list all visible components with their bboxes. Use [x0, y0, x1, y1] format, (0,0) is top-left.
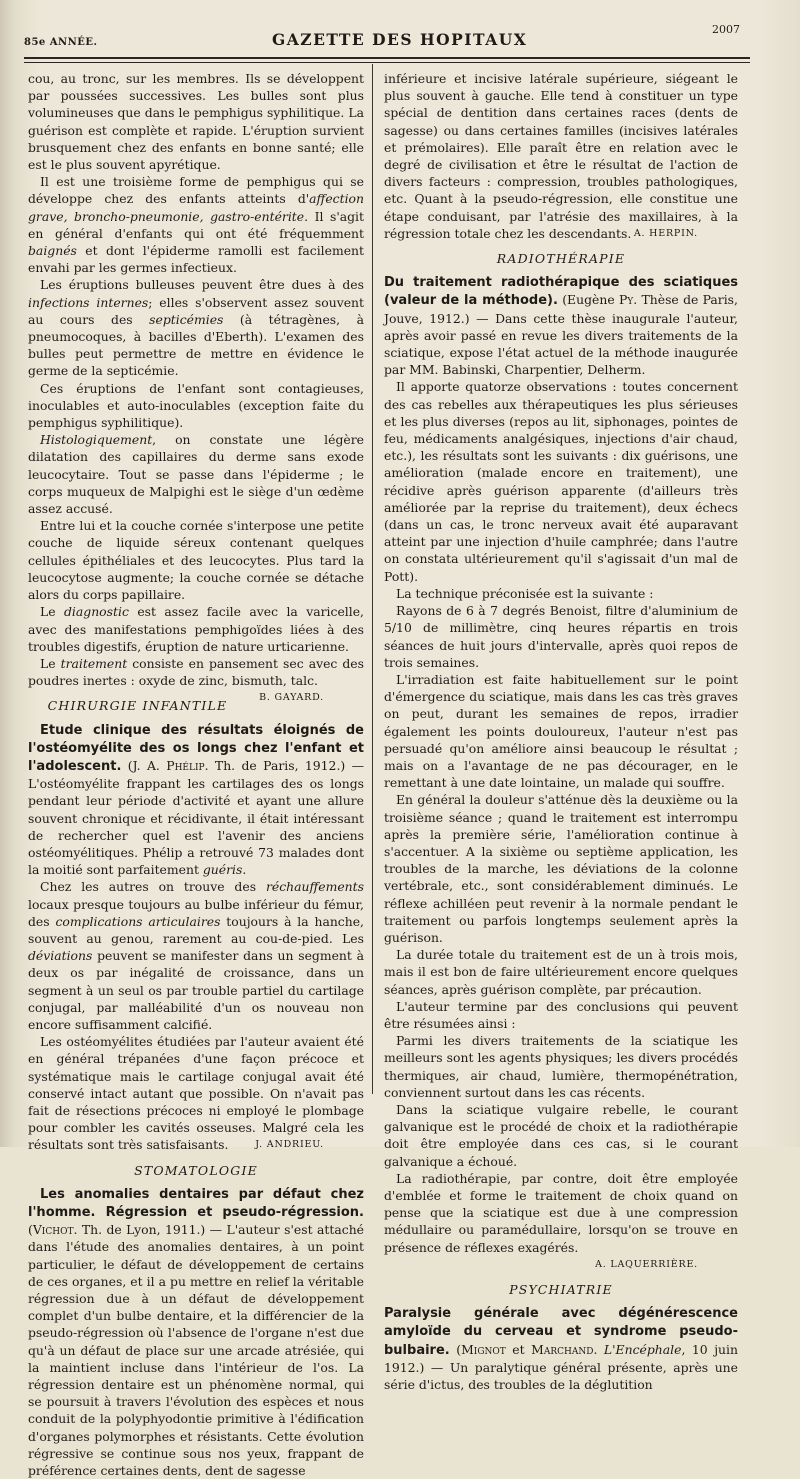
section-heading: CHIRURGIE INFANTILE: [47, 698, 228, 714]
paragraph: La radiothérapie, par contre, doit être employée d'emblée et forme le traitement de choix quand on pense que la sciatique est due à une compression médullaire ou paramédullaire, lorsqu'on se trouve en présence de réflexes exagérés.: [384, 1170, 738, 1255]
paragraph: Dans la sciatique vulgaire rebelle, le courant galvanique est le procédé de choix et la radiothérapie doit être employée dans ces cas, si le courant galvanique a échoué.: [384, 1101, 738, 1169]
paragraph: Les ostéomyélites étudiées par l'auteur avaient été en général trépanées d'une façon précoce et systématique mais le cartilage conjugal avait été conservé intact autant que possible. On n'avait pas fait de résections précoces ni employé le plombage pour combler les cavités osseuses. Malgré cela les résultats sont très satisfaisants. J. ANDRIEU.: [28, 1034, 364, 1153]
section-heading: RADIOTHÉRAPIE: [496, 251, 626, 267]
article: Paralysie générale avec dégénérescence amyloïde du cerveau et syndrome pseudo-bulbaire. (Mignot et Marchand. L'Encéphale, 10 juin 1912.) — Un paralytique général présente, après une série d'ictus, des troubles de la déglutition: [384, 1306, 738, 1393]
article-title: Etude clinique des résultats éloignés de l'ostéomyélite des os longs chez l'enfant et l'adolescent.: [28, 722, 364, 774]
paragraph: Le diagnostic est assez facile avec la varicelle, avec des manifestations pemphigoïdes liées à des troubles digestifs, éruption de nature urticarienne.: [28, 604, 364, 654]
header-rule-thin: [24, 62, 750, 63]
column-divider: [372, 64, 373, 1094]
paragraph: Histologiquement, on constate une légère dilatation des capillaires du derme sans exode leucocytaire. Tout se passe dans l'épiderme ; le corps muqueux de Malpighi est le siège d'un œdème assez accusé.: [28, 432, 364, 517]
paragraph: Les éruptions bulleuses peuvent être dues à des infections internes; elles s'observent assez souvent au cours des septicémies (à tétragènes, à pneumocoques, à bacilles d'Eberth). L'examen des bulles peut permettre de mettre en évidence le germe de la septicémie.: [28, 277, 364, 379]
article: Les anomalies dentaires par défaut chez l'homme. Régression et pseudo-régression. (Vichot. Th. de Lyon, 1911.) — L'auteur s'est attaché dans l'étude des anomalies dentaires, à un point particulier, le défaut de développement de certains de ces organes, et il a pu mettre en relief la véritable régression due à un défaut de développement complet d'un bulbe dentaire, et la différencier de la pseudo-régression où l'absence de l'organe n'est due qu'à un défaut de place sur une arcade atrésiée, qui la maintient incluse dans l'intérieur de l'os. La régression dentaire est un phénomène normal, qui se poursuit à travers l'évolution des espèces et nous conduit de la polyphyodontie primitive à l'édification d'organes polymorphes et résistants. Cette évolution régressive se continue sous nos yeux, frappant de préférence certaines dents, dent de sagesse: [28, 1186, 365, 1479]
paragraph: cou, au tronc, sur les membres. Ils se développent par poussées successives. Les bulles sont plus volumineuses que dans le pemphigus syphilitique. La guérison est complète et rapide. L'éruption survient brusquement chez des enfants en bonne santé; elle est le plus souvent apyrétique.: [28, 71, 364, 173]
page-number: 2007: [712, 23, 740, 36]
left-column: [28, 70, 364, 1479]
paragraph: Il apporte quatorze observations : toutes concernent des cas rebelles aux thérapeutiques les plus sérieuses et les plus diverses (repos au lit, siphonages, pointes de feu, médicaments analgésiques, injections d'air chaud, etc.), les résultats sont les suivants : dix guérisons, une amélioration (malade encore en traitement), une récidive après guérison apparente (d'ailleurs très améliorée par la reprise du traitement), deux échecs (dans un cas, le tronc nerveux avait été auparavant atteint par une injection d'huile camphrée; dans l'autre on constata ultérieurement qu'il s'agissait d'un mal de Pott).: [384, 379, 738, 584]
article: Du traitement radiothérapique des sciatiques (valeur de la méthode). (Eugène Py. Thèse de Paris, Jouve, 1912.) — Dans cette thèse inaugurale l'auteur, après avoir passé en revue les divers traitements de la sciatique, expose l'état actuel de la méthode inaugurée par MM. Babinski, Charpentier, Delherm.: [384, 275, 738, 378]
paragraph: Entre lui et la couche cornée s'interpose une petite couche de liquide séreux contenant quelques cellules épithéliales et des leucocytes. Plus tard la leucocytose augmente; la couche cornée se détache alors du corps papillaire.: [28, 518, 364, 603]
article: Etude clinique des résultats éloignés de l'ostéomyélite des os longs chez l'enfant et l'adolescent. (J. A. Phélip. Th. de Paris, 1912.) — L'ostéomyélite frappant les cartilages des os longs pendant leur période d'activité et ayant une allure souvent chronique et récidivante, il était intéressant de rechercher quel est l'avenir des anciens ostéomyélitiques. Phélip a retrouvé 73 malades dont la moitié sont parfaitement guéris.: [28, 722, 364, 878]
article-title: Les anomalies dentaires par défaut chez l'homme. Régression et pseudo-régression.: [28, 1186, 364, 1220]
header-rule-thick: [24, 57, 750, 59]
paragraph: L'auteur termine par des conclusions qui peuvent être résumées ainsi :: [384, 998, 738, 1031]
author-signature: B. GAYARD.: [259, 692, 324, 704]
paragraph: Ces éruptions de l'enfant sont contagieuses, inoculables et auto-inoculables (exception faite du pemphigus syphilitique).: [28, 380, 364, 431]
author-signature: J. ANDRIEU.: [255, 1139, 324, 1151]
article-title: Du traitement radiothérapique des sciatiques (valeur de la méthode).: [384, 275, 738, 309]
paragraph: inférieure et incisive latérale supérieure, siégeant le plus souvent à gauche. Elle tend à constituer un type spécial de dentition dans certaines races (dents de sagesse) ou dans certaines familles (incisives latérales et prémolaires). Elle paraît être en relation avec le degré de civilisation et être le résultat de l'action de divers facteurs : compression, troubles pathologiques, etc. Quant à la pseudo-régression, elle constitue une étape conduisant, par l'atrésie des maxillaires, à la régression totale chez les descendants. A. HERPIN.: [384, 71, 738, 241]
section-heading: PSYCHIATRIE: [509, 1282, 613, 1298]
author-signature: A. LAQUERRIÈRE.: [595, 1258, 698, 1270]
section-heading: STOMATOLOGIE: [134, 1162, 258, 1178]
paragraph: La durée totale du traitement est de un à trois mois, mais il est bon de faire ultérieurement encore quelques séances, après guérison complète, par précaution.: [384, 947, 738, 997]
paragraph: Il est une troisième forme de pemphigus qui se développe chez des enfants atteints d'affection grave, broncho-pneumonie, gastro-entérite. Il s'agit en général d'enfants qui ont été fréquemment baignés et dont l'épiderme ramolli est facilement envahi par les germes infectieux.: [28, 174, 364, 276]
paragraph: En général la douleur s'atténue dès la deuxième ou la troisième séance ; quand le traitement est interrompu après la première série, l'amélioration continue à s'accentuer. A la sixième ou septième application, les troubles de la marche, les déviations de la colonne vertébrale, etc., sont considérablement diminués. Le réflexe achilléen peut revenir à la normale pendant le traitement ou parfois longtemps seulement après la guérison.: [384, 792, 738, 945]
paragraph: Chez les autres on trouve des réchauffements locaux presque toujours au bulbe inférieur du fémur, des complications articulaires toujours à la hanche, souvent au genou, rarement au cou-de-pied. Les déviations peuvent se manifester dans un segment à deux os par inégalité de croissance, dans un segment à un seul os par trouble partiel du cartilage conjugal, par malléabilité d'un os nouveau non encore suffisamment calcifié.: [28, 879, 364, 1032]
paragraph: Parmi les divers traitements de la sciatique les meilleurs sont les agents physiques; les divers procédés thermiques, air chaud, lumière, thermopénétration, conviennent surtout dans les cas récents.: [384, 1033, 738, 1100]
journal-title: GAZETTE DES HOPITAUX: [272, 30, 528, 49]
paragraph: Le traitement consiste en pansement sec avec des poudres inertes : oxyde de zinc, bismuth, talc. B. GAYARD.: [28, 655, 364, 689]
right-column: [384, 70, 738, 1393]
author-signature: A. HERPIN.: [633, 227, 698, 239]
paragraph: L'irradiation est faite habituellement sur le point d'émergence du sciatique, mais dans les cas très graves on peut, durant les semaines de repos, irradier également les points douloureux, l'auteur n'est pas persuadé qu'on améliore ainsi beaucoup le résultat ; mais on a l'avantage de ne pas décourager, en le remettant à une date lointaine, un malade qui souffre.: [384, 671, 738, 791]
volume-year: 85e ANNÉE.: [24, 37, 98, 48]
paragraph: Rayons de 6 à 7 degrés Benoist, filtre d'aluminium de 5/10 de millimètre, cinq heures répartis en trois séances de huit jours d'intervalle, après quoi repos de trois semaines.: [384, 603, 738, 670]
paragraph: La technique préconisée est la suivante :: [396, 585, 654, 601]
page-header: [22, 18, 740, 58]
article-title: Paralysie générale avec dégénérescence amyloïde du cerveau et syndrome pseudo-bulbaire.: [384, 1306, 738, 1358]
